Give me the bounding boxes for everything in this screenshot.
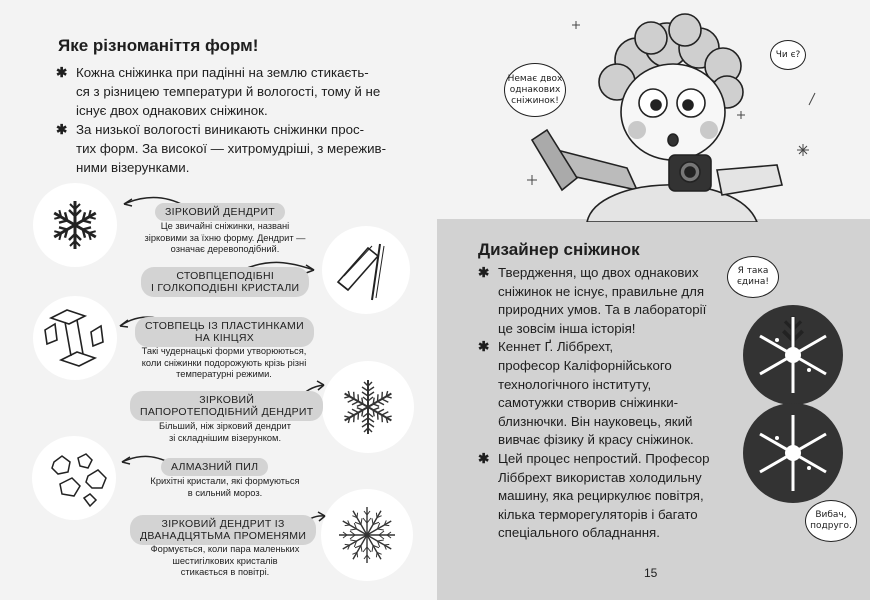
- bullet-star-icon: ✱: [56, 65, 68, 80]
- type-desc-capped-column: Такі чудернацькі форми утворюються, коли сніжинки подорожують крізь різні температурні режими.: [141, 346, 307, 379]
- bullet-line: це зовсім інша історія!: [498, 320, 636, 336]
- type-label-stellar-dendrite: ЗІРКОВИЙ ДЕНДРИТ: [155, 203, 285, 221]
- bullet-star-icon: ✱: [478, 450, 490, 466]
- type-label-capped-column: СТОВПЕЦЬ ІЗ ПЛАСТИНКАМИ НА КІНЦЯХ: [135, 317, 314, 347]
- bullet-line: професор Каліфорнійського: [498, 357, 672, 373]
- bullet-star-icon: ✱: [478, 265, 490, 280]
- bullet-line: Цей процес непростий. Професор: [498, 450, 710, 466]
- speech-bubble-no-two: Немає двох однакових сніжинок!: [504, 63, 566, 117]
- bullet-line: сніжинок не існує, правильне для: [498, 283, 705, 299]
- bullet-star-icon: ✱: [56, 122, 68, 137]
- left-title: Яке різноманіття форм!: [58, 36, 259, 55]
- page-number: 15: [644, 566, 658, 580]
- bullet-line: За низької вологості виникають сніжинки прос-: [76, 122, 365, 137]
- bullet-line: самотужки створив сніжинки-: [498, 395, 679, 411]
- right-title: Дизайнер сніжинок: [478, 240, 640, 259]
- type-desc-stellar-dendrite: Це звичайні сніжинки, названі зірковими за їхню форму. Дендрит — означає деревоподібний.: [144, 221, 306, 254]
- bullet-line: технологічного інституту,: [498, 376, 652, 392]
- speech-bubble-unique: Я така єдина!: [727, 256, 779, 298]
- speech-bubble-sorry: Вибач, подруго.: [805, 500, 857, 542]
- bullet-line: вивчає фізику й красу сніжинок.: [498, 432, 694, 448]
- bullet-line: природних умов. Та в лабораторії: [498, 302, 707, 318]
- type-desc-fern-dendrite: Більший, ніж зірковий дендрит зі складнішим візерунком.: [159, 421, 291, 443]
- bullet-item: [478, 264, 728, 338]
- bullet-line: Твердження, що двох однакових: [498, 265, 699, 280]
- bullet-line: існує двох однакових сніжинок.: [76, 103, 268, 118]
- bullet-line: ся з різницею температури й вологості, тому й не: [76, 84, 381, 99]
- bullet-line: близнючки. Він науковець, який: [498, 413, 693, 429]
- type-label-fern-dendrite: ЗІРКОВИЙ ПАПОРОТЕПОДІБНИЙ ДЕНДРИТ: [130, 391, 323, 421]
- type-label-columns-needles: СТОВПЦЕПОДІБНІ І ГОЛКОПОДІБНІ КРИСТАЛИ: [141, 267, 309, 297]
- type-label-diamond-dust: АЛМАЗНИЙ ПИЛ: [161, 458, 268, 476]
- bullet-line: тих форм. За високої — хитромудріші, з мережив-: [76, 141, 387, 156]
- bullet-line: ними візерунками.: [76, 160, 190, 175]
- speech-bubble-question: Чи є?: [770, 40, 806, 70]
- type-desc-diamond-dust: Крихітні кристали, які формуються в сильний мороз.: [150, 476, 300, 498]
- boy-with-camera-illustration: [437, 0, 870, 222]
- bullet-line: Кожна сніжинка при падінні на землю стикаєть-: [76, 65, 369, 80]
- bullet-item: [478, 338, 728, 450]
- bullet-line: Ліббрехт використав холодильну: [498, 469, 702, 485]
- bullet-item: [478, 450, 728, 543]
- bullet-star-icon: ✱: [478, 339, 490, 355]
- type-desc-twelve-branch: Формується, коли пара маленьких шестигілкових кристалів стикається в повітрі.: [150, 544, 300, 577]
- bullet-line: Кеннет Ґ. Ліббрехт,: [498, 339, 614, 355]
- bullet-line: кілька терморегуляторів і багато: [498, 506, 698, 522]
- bullet-line: спеціального обладнання.: [498, 525, 660, 541]
- bullet-line: машину, яка рециркулює повітря,: [498, 488, 704, 504]
- type-label-twelve-branch: ЗІРКОВИЙ ДЕНДРИТ ІЗ ДВАНАДЦЯТЬМА ПРОМЕНЯМИ: [130, 515, 316, 545]
- right-bullets: [478, 264, 728, 543]
